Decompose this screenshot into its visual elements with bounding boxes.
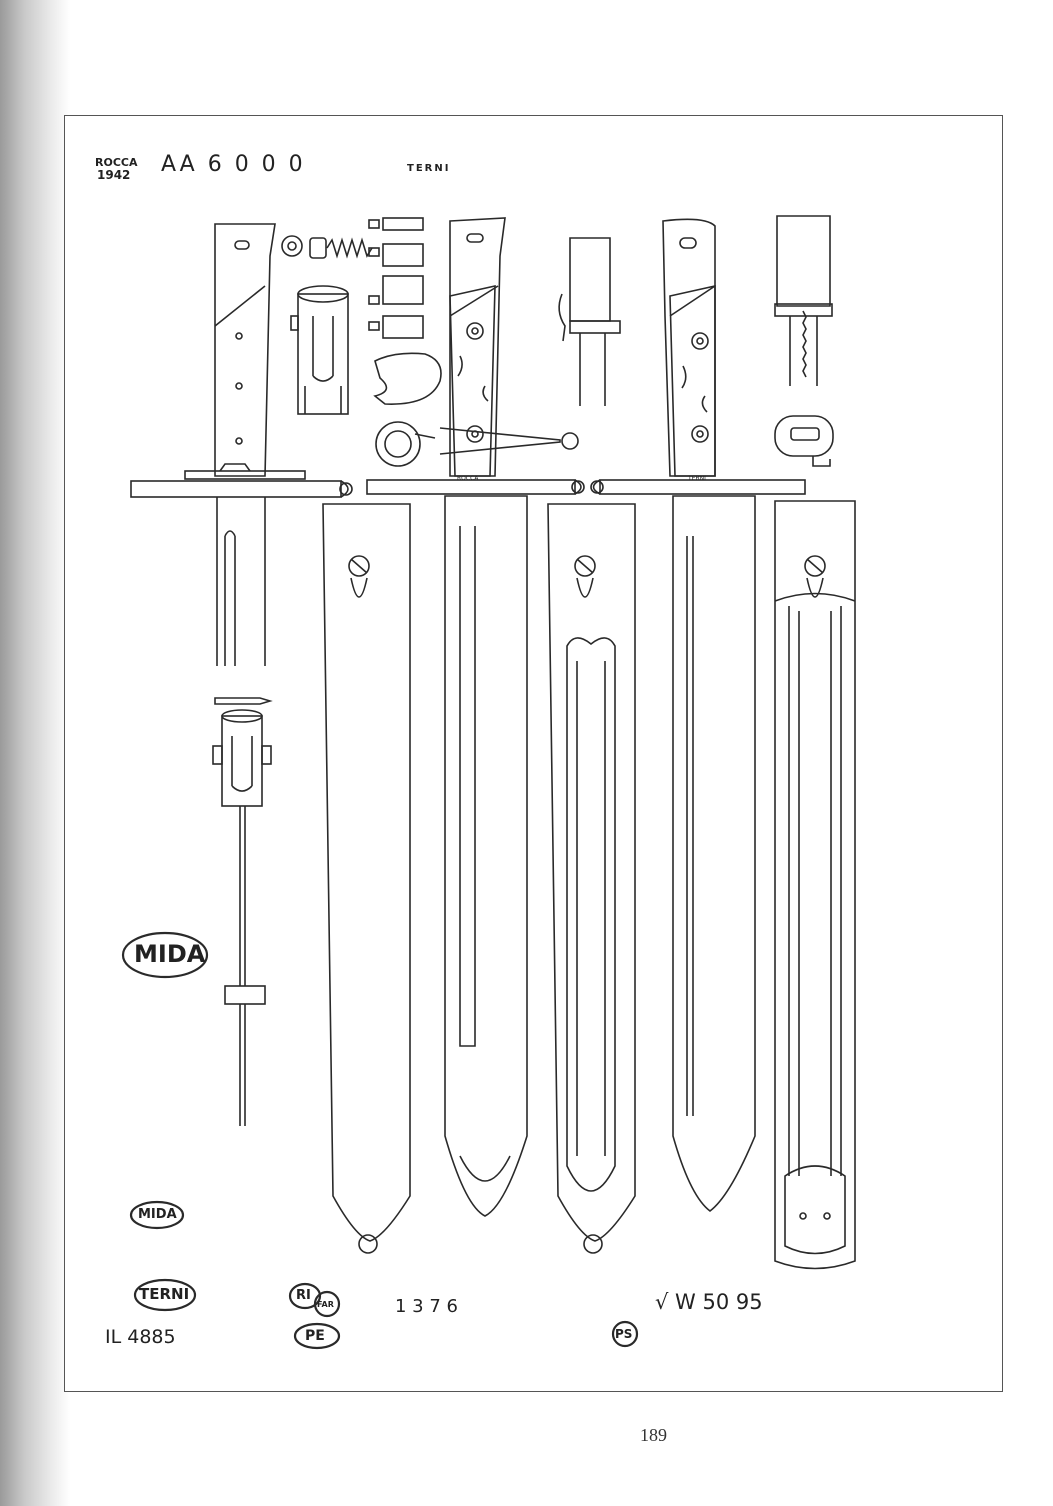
book-gutter-shadow <box>0 0 70 1506</box>
vw-number: √ W 50 95 <box>655 1290 763 1314</box>
il-number: IL 4885 <box>105 1326 176 1348</box>
far-stamp: FAR <box>317 1300 334 1309</box>
mida-mark-large: MIDA <box>134 940 206 968</box>
maker-year: 1942 <box>97 168 131 182</box>
proof-mark-outlines <box>123 933 637 1348</box>
scabbards-drawing <box>323 501 855 1269</box>
bayonet-line-drawing <box>65 116 1002 1391</box>
page-number: 189 <box>640 1425 667 1445</box>
pe-stamp: PE <box>305 1328 325 1344</box>
ricasso-mark-terni: TERNI <box>688 475 706 482</box>
terni-stamp: TERNI <box>139 1285 190 1303</box>
illustration-plate <box>64 115 1003 1392</box>
arsenal-label: TERNI <box>407 163 451 174</box>
ricasso-mark-rocca: ROCCA <box>457 475 479 482</box>
bayonet-left-drawing <box>131 224 352 1126</box>
ri-stamp: RI <box>296 1288 311 1303</box>
bayonet-right-drawing <box>591 219 805 1211</box>
detail-views-drawing <box>559 216 833 466</box>
serial-number: AA 6 0 0 0 <box>161 152 306 177</box>
count-number: 1 3 7 6 <box>395 1296 458 1317</box>
parts-cluster-drawing <box>282 218 578 466</box>
mida-mark-small: MIDA <box>138 1207 177 1222</box>
ps-stamp: PS <box>615 1327 633 1341</box>
maker-label: ROCCA <box>95 156 138 169</box>
